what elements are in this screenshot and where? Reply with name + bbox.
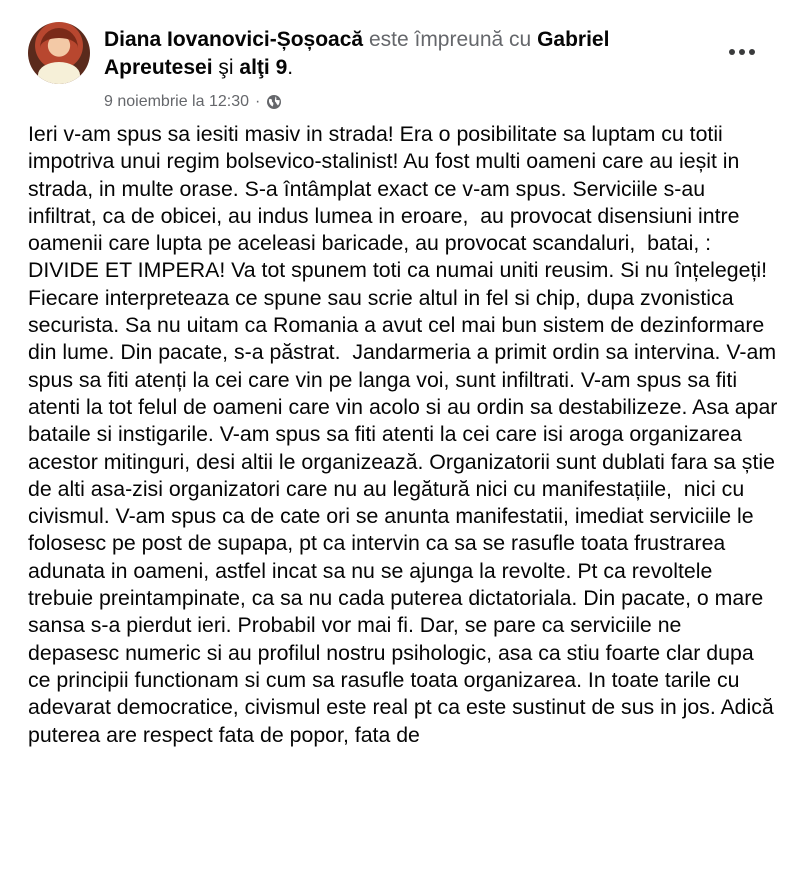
author-name-link[interactable]: Diana Iovanovici-Șoșoacă xyxy=(104,28,364,51)
post-header xyxy=(104,26,714,82)
with-connector-text: este împreună cu xyxy=(368,28,532,51)
avatar-shirt xyxy=(38,62,80,84)
tagged-person-link[interactable]: Gabriel Apreutesei xyxy=(104,28,610,79)
more-options-button[interactable] xyxy=(718,34,766,70)
meta-separator: · xyxy=(254,93,261,110)
header-period: . xyxy=(287,56,294,79)
others-link[interactable]: alţi 9 xyxy=(239,56,288,79)
post-body-text: Ieri v-am spus sa iesiti masiv in strada! Era o posibilitate sa luptam cu totii impotriva unui regim bolsevico-stalinist! Au fost multi oameni care au ieșit in strada, in multe orase. S-a întâmplat exact ce v-am spus. Serviciile s-au infiltrat, ca de obicei, au indus lumea in eroare, au provocat disensiuni intre oamenii care lupta pe aceleasi baricade, au provocat scandaluri, batai, : DIVIDE ET IMPERA! Va tot spunem toti ca numai uniti reusim. Si nu înțelegeți! Fiecare interpreteaza ce spune sau scrie altul in fel si chip, dupa zvonistica securista. Sa nu uitam ca Romania a avut cel mai bun sistem de dezinformare din lume. Din pacate, s-a păstrat. Jandarmeria a primit ordin sa intervina. V-am spus sa fiti atenți la cei care vin pe langa voi, sunt infiltrati. V-am spus sa fiti atenti la tot felul de oameni care vin acolo si au ordin sa destabilizeze. Asa apar bataile si instigarile. V-am spus sa fiti atenti la cei care isi aroga organizarea acestor mitinguri, desi altii le organizează. Organizatorii sunt dublati fara sa știe de alti asa-zisi organizatori care nu au legătură nici cu manifestațiile, nici cu civismul. V-am spus ca de cate ori se anunta manifestatii, imediat serviciile le folosesc pe post de supapa, pt ca intervin ca sa se rasufle toata frustrarea adunata in oameni, astfel incat sa nu se ajunga la revolte. Pt ca revoltele trebuie preintampinate, ca sa nu cada puterea dictatoriala. Din pacate, o mare sansa s-a pierdut ieri. Probabil vor mai fi. Dar, se pare ca serviciile ne depasesc numeric si au profilul nostru psihologic, asa ca stiu foarte clar dupa ce principii functionam si cum sa rasufle toata organizarea. In toate tarile cu adevarat democratice, civismul este real pt ca este sustinut de sus in jos. Adică puterea are respect fata de popor, fata de xyxy=(28,122,784,747)
globe-icon[interactable] xyxy=(266,94,282,110)
post-timestamp-link[interactable]: 9 noiembrie la 12:30 xyxy=(104,93,249,110)
and-word: şi xyxy=(218,56,234,79)
more-dot xyxy=(739,49,745,55)
author-avatar[interactable] xyxy=(28,22,90,84)
post-meta xyxy=(104,90,282,114)
more-dot xyxy=(729,49,735,55)
more-dot xyxy=(749,49,755,55)
